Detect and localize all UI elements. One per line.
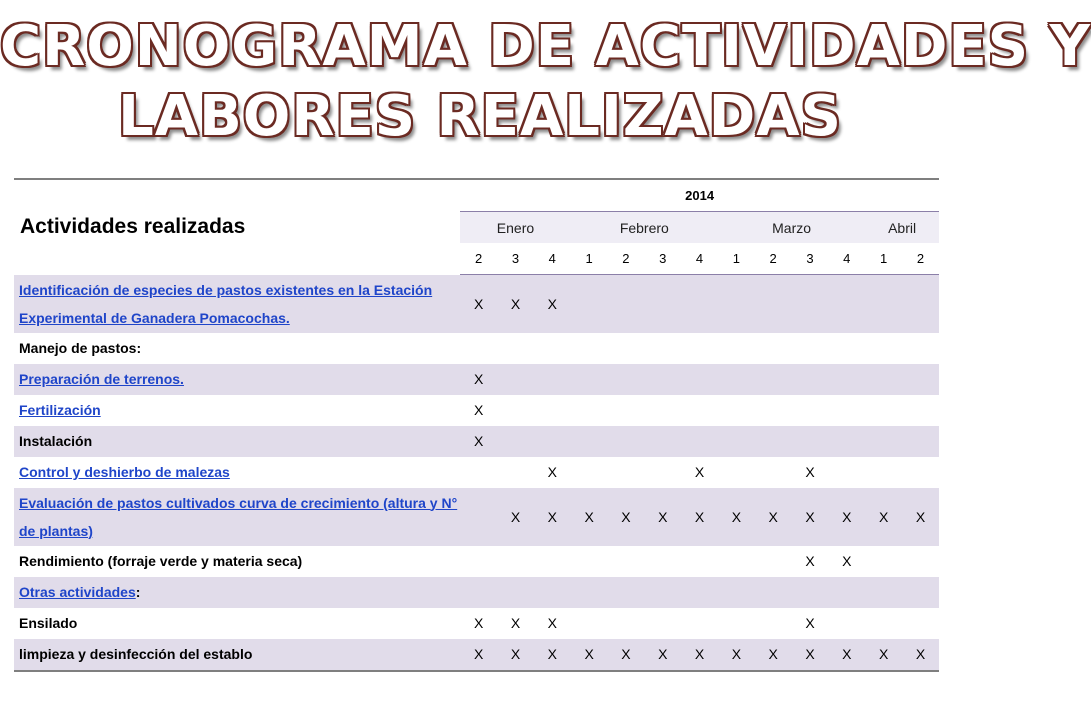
schedule-mark-cell: X [828,546,865,577]
table-row [14,639,939,671]
schedule-mark-cell [571,395,608,426]
schedule-mark-cell [608,395,645,426]
schedule-mark-cell: X [792,546,829,577]
page-title-line-2: LABORES REALIZADAS [118,84,842,149]
table-row [14,577,939,608]
schedule-mark-cell: X [865,639,902,671]
year-header: 2014 [460,179,939,212]
activity-cell [14,639,460,671]
schedule-mark-cell [865,426,902,457]
schedule-mark-cell: X [534,608,571,639]
schedule-mark-cell: X [681,639,718,671]
schedule-mark-cell [902,395,939,426]
schedule-mark-cell [644,426,681,457]
activity-cell [14,457,460,488]
week-header-cell: 3 [497,243,534,275]
week-header-cell: 4 [534,243,571,275]
activity-label-suffix: : [135,584,141,600]
schedule-mark-cell: X [681,488,718,546]
week-header-cell: 3 [792,243,829,275]
schedule-mark-cell [902,275,939,333]
schedule-mark-cell: X [718,488,755,546]
month-header: Enero [460,212,570,244]
activity-cell [14,488,460,546]
schedule-mark-cell [718,364,755,395]
schedule-mark-cell [718,577,755,608]
schedule-mark-cell: X [902,639,939,671]
schedule-mark-cell [792,426,829,457]
schedule-mark-cell [865,395,902,426]
schedule-mark-cell: X [902,488,939,546]
schedule-mark-cell [718,275,755,333]
schedule-mark-cell: X [644,639,681,671]
schedule-mark-cell [608,426,645,457]
schedule-mark-cell [828,364,865,395]
schedule-mark-cell [865,457,902,488]
activity-link[interactable]: Preparación de terrenos. [19,371,184,387]
schedule-mark-cell [718,608,755,639]
schedule-mark-cell [460,546,497,577]
schedule-mark-cell [571,275,608,333]
schedule-mark-cell [755,426,792,457]
activity-cell [14,333,460,364]
schedule-mark-cell [902,546,939,577]
schedule-mark-cell [902,457,939,488]
schedule-mark-cell: X [497,488,534,546]
schedule-mark-cell [792,577,829,608]
schedule-mark-cell [902,426,939,457]
schedule-mark-cell [571,457,608,488]
schedule-mark-cell [681,577,718,608]
schedule-mark-cell: X [792,488,829,546]
schedule-mark-cell: X [497,608,534,639]
schedule-mark-cell [755,457,792,488]
schedule-mark-cell [828,608,865,639]
schedule-mark-cell [792,333,829,364]
schedule-mark-cell [828,577,865,608]
table-row [14,457,939,488]
schedule-mark-cell: X [534,639,571,671]
schedule-mark-cell [644,333,681,364]
schedule-mark-cell: X [497,639,534,671]
schedule-mark-cell [534,577,571,608]
activity-link[interactable]: Identificación de especies de pastos existentes en la Estación Experimental de Ganadera Pomacochas. [19,281,433,326]
schedule-mark-cell: X [460,364,497,395]
table-row [14,395,939,426]
week-header-cell: 4 [828,243,865,275]
schedule-mark-cell [681,546,718,577]
schedule-mark-cell [608,546,645,577]
activity-label: Instalación [19,433,93,449]
schedule-mark-cell: X [828,488,865,546]
schedule-mark-cell: X [460,639,497,671]
schedule-mark-cell [608,457,645,488]
schedule-mark-cell: X [460,426,497,457]
table-row [14,546,939,577]
week-header-cell: 2 [460,243,497,275]
year-header-row [14,179,939,212]
schedule-mark-cell [681,364,718,395]
schedule-mark-cell [902,608,939,639]
schedule-mark-cell [865,333,902,364]
schedule-mark-cell [571,577,608,608]
schedule-mark-cell [534,426,571,457]
schedule-mark-cell [644,546,681,577]
activity-label: limpieza y desinfección del establo [19,646,253,662]
schedule-mark-cell [644,577,681,608]
activity-link[interactable]: Control y deshierbo de malezas [19,464,230,480]
month-header: Febrero [571,212,718,244]
activity-link[interactable]: Evaluación de pastos cultivados curva de crecimiento (altura y N° de plantas) [19,494,458,539]
activity-cell [14,608,460,639]
schedule-mark-cell [865,546,902,577]
schedule-mark-cell [681,608,718,639]
schedule-mark-cell [497,457,534,488]
schedule-mark-cell [534,546,571,577]
schedule-mark-cell [828,457,865,488]
page-title-line-1: CRONOGRAMA DE ACTIVIDADES Y [0,14,1091,79]
schedule-mark-cell [755,546,792,577]
schedule-mark-cell: X [865,488,902,546]
schedule-mark-cell [755,577,792,608]
schedule-mark-cell [828,275,865,333]
schedule-mark-cell [755,275,792,333]
schedule-mark-cell [718,426,755,457]
schedule-mark-cell [534,395,571,426]
activity-cell [14,577,460,608]
schedule-mark-cell [644,608,681,639]
schedule-mark-cell [755,608,792,639]
schedule-mark-cell [644,457,681,488]
schedule-mark-cell: X [571,488,608,546]
schedule-mark-cell: X [718,639,755,671]
schedule-mark-cell [460,577,497,608]
schedule-mark-cell [828,426,865,457]
schedule-mark-cell [571,546,608,577]
table-row [14,364,939,395]
week-header-cell: 2 [755,243,792,275]
schedule-mark-cell [644,364,681,395]
week-header-cell: 4 [681,243,718,275]
activity-link[interactable]: Fertilización [19,402,101,418]
schedule-mark-cell [497,577,534,608]
schedule-mark-cell [865,275,902,333]
schedule-mark-cell [718,457,755,488]
schedule-mark-cell: X [534,457,571,488]
schedule-mark-cell [608,333,645,364]
week-header-cell: 3 [644,243,681,275]
schedule-mark-cell [902,577,939,608]
schedule-mark-cell: X [608,639,645,671]
activity-cell [14,395,460,426]
schedule-mark-cell [608,577,645,608]
week-header-cell: 2 [608,243,645,275]
schedule-mark-cell [865,577,902,608]
schedule-mark-cell: X [460,275,497,333]
schedule-mark-cell [681,275,718,333]
schedule-mark-cell: X [460,608,497,639]
table-row [14,608,939,639]
schedule-mark-cell [497,546,534,577]
schedule-mark-cell: X [644,488,681,546]
schedule-mark-cell [460,488,497,546]
schedule-mark-cell: X [460,395,497,426]
activity-column-header: Actividades realizadas [14,179,460,275]
schedule-mark-cell: X [755,639,792,671]
schedule-mark-cell [681,395,718,426]
schedule-mark-cell: X [608,488,645,546]
schedule-mark-cell: X [828,639,865,671]
schedule-mark-cell [497,364,534,395]
activity-label: Rendimiento (forraje verde y materia seca) [19,553,303,569]
activity-label: Ensilado [19,615,78,631]
schedule-mark-cell [460,457,497,488]
schedule-mark-cell: X [534,275,571,333]
week-header-cell: 1 [571,243,608,275]
schedule-mark-cell [718,546,755,577]
schedule-mark-cell [497,395,534,426]
schedule-mark-cell [460,333,497,364]
schedule-mark-cell [608,608,645,639]
schedule-mark-cell [755,364,792,395]
schedule-mark-cell [571,426,608,457]
schedule-mark-cell: X [497,275,534,333]
month-header: Marzo [718,212,865,244]
schedule-mark-cell [608,275,645,333]
schedule-mark-cell: X [755,488,792,546]
schedule-mark-cell [644,395,681,426]
schedule-mark-cell [755,395,792,426]
schedule-mark-cell [718,333,755,364]
week-header-cell: 1 [718,243,755,275]
week-header-cell: 1 [865,243,902,275]
schedule-mark-cell: X [571,639,608,671]
schedule-mark-cell [792,275,829,333]
schedule-mark-cell [792,364,829,395]
schedule-mark-cell [828,333,865,364]
activity-link[interactable]: Otras actividades [19,584,136,600]
table-row [14,333,939,364]
page-title [0,12,1091,152]
schedule-mark-cell [571,333,608,364]
schedule-mark-cell [681,333,718,364]
schedule-mark-cell [571,364,608,395]
schedule-mark-cell [534,364,571,395]
schedule-mark-cell [828,395,865,426]
table-row [14,488,939,546]
activity-label: Manejo de pastos: [19,340,142,356]
schedule-mark-cell [902,333,939,364]
schedule-mark-cell [644,275,681,333]
schedule-mark-cell [497,426,534,457]
schedule-mark-cell [865,364,902,395]
activity-cell [14,275,460,333]
schedule-mark-cell [865,608,902,639]
schedule-mark-cell: X [534,488,571,546]
activity-cell [14,546,460,577]
table-row [14,426,939,457]
schedule-table [14,178,939,672]
schedule-mark-cell [497,333,534,364]
week-header-cell: 2 [902,243,939,275]
schedule-mark-cell: X [681,457,718,488]
schedule-mark-cell [718,395,755,426]
table-row [14,275,939,333]
schedule-mark-cell [902,364,939,395]
activity-cell [14,364,460,395]
month-header: Abril [865,212,939,244]
schedule-mark-cell: X [792,608,829,639]
schedule-mark-cell [792,395,829,426]
schedule-mark-cell [534,333,571,364]
schedule-mark-cell: X [792,639,829,671]
schedule-mark-cell [571,608,608,639]
activity-cell [14,426,460,457]
schedule-mark-cell: X [792,457,829,488]
schedule-mark-cell [681,426,718,457]
schedule-mark-cell [608,364,645,395]
schedule-mark-cell [755,333,792,364]
